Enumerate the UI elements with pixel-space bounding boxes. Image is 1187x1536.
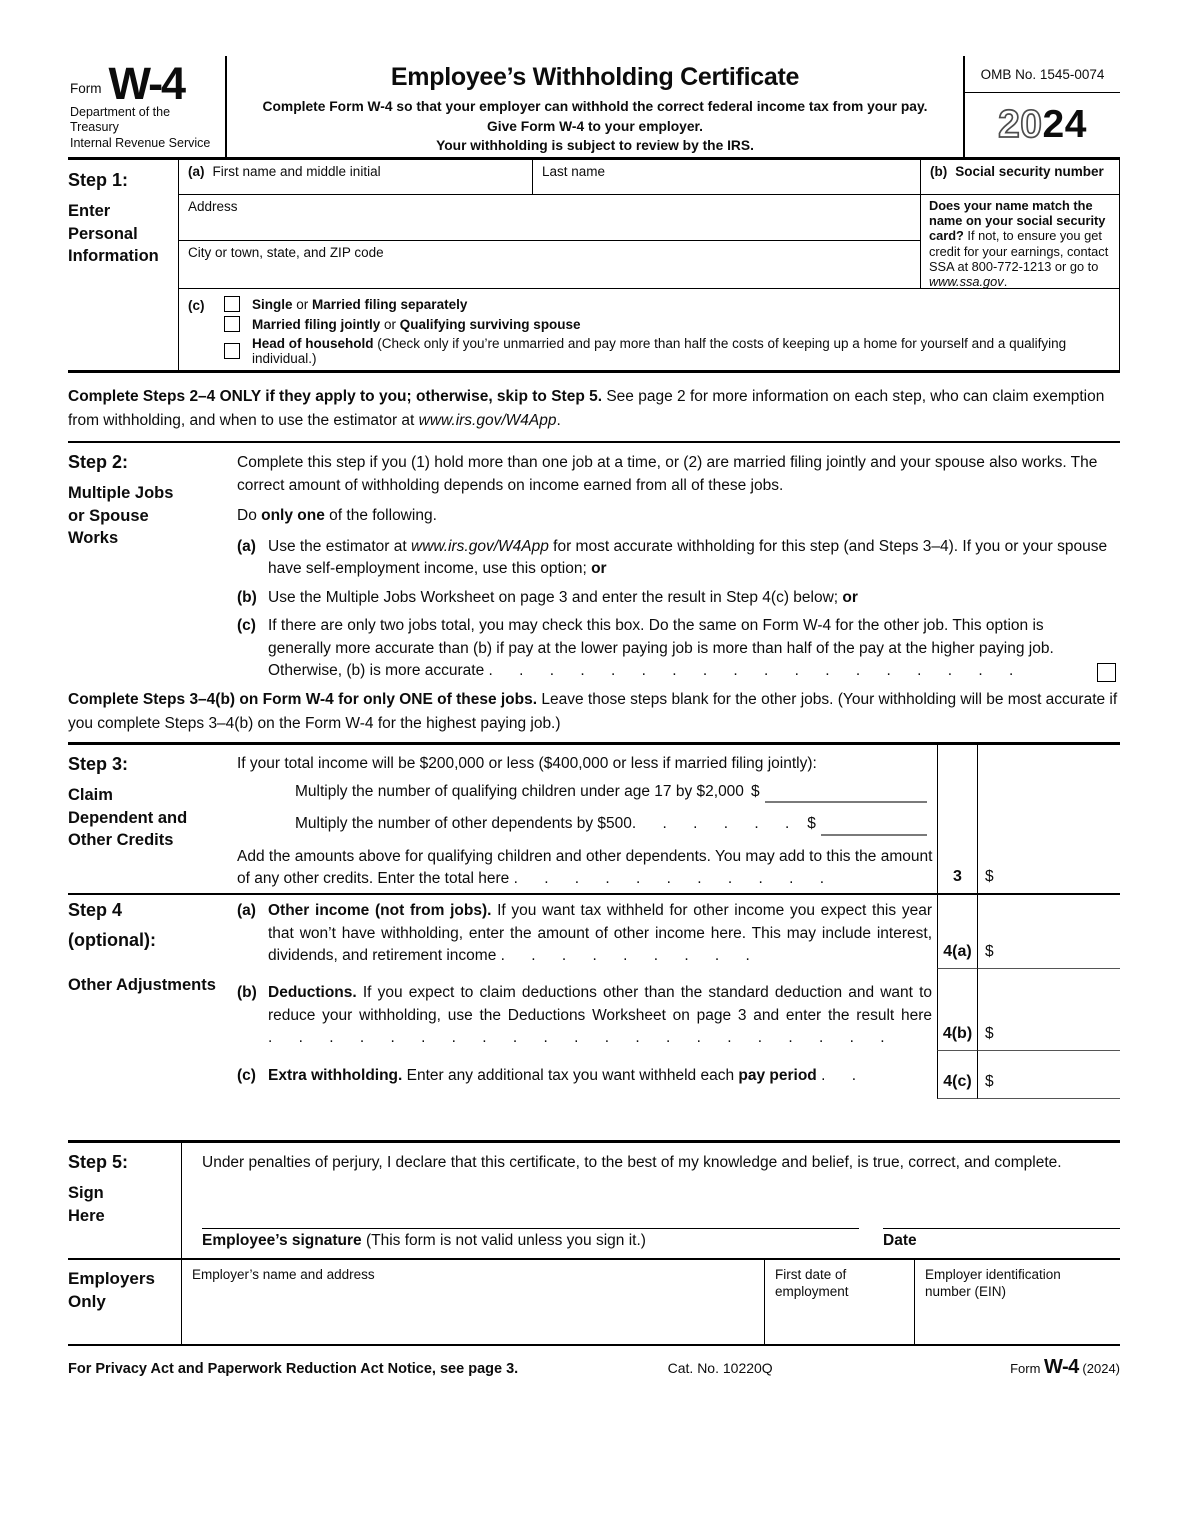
footer-form-number: W-4 [1044,1356,1079,1378]
steps-3-4b-notice: Complete Steps 3–4(b) on Form W-4 for only ONE of these jobs. Leave those steps blank for the other jobs. (Your withholding will be most accurate if you complete Steps 3–4(b) on the Form W-4 for the highest paying job.) [68,675,1120,745]
steps-2-4-notice: Complete Steps 2–4 ONLY if they apply to you; otherwise, skip to Step 5. See page 2 for more information on each step, who can claim exemption from withholding, and when to use the estimator at www.irs.gov/W4App. [68,373,1120,443]
form-number: W-4 [108,58,185,109]
step2-paragraph-2: Do only one of the following. [237,507,437,524]
single-option-label: Single or Married filing separately [252,296,468,312]
last-name-label: Last name [542,164,606,179]
form-id-block [68,56,225,157]
page-title: Employee’s Withholding Certificate [390,63,800,91]
step4-sublabel-col [68,969,237,1051]
step3-dependents-dollar-sign: $ [807,815,816,832]
footer-form-id [889,1356,1120,1379]
step4c-text: Extra withholding. Enter any additional tax you want withheld each pay period [268,1067,817,1084]
privacy-act-notice: For Privacy Act and Paperwork Reduction Act Notice, see page 3. [68,1361,519,1377]
step4b-row [68,969,1120,1051]
step1-label-col [68,160,179,370]
step2-item-b-tag: (b) [237,588,257,606]
last-name-field[interactable] [533,160,921,194]
step2-item-a-tag: (a) [237,537,256,555]
step4a-dollar-sign: $ [985,943,994,960]
tax-year [965,93,1120,157]
step3-children-row [295,781,927,804]
address-label: Address [188,199,238,214]
step4a-row [68,895,1120,969]
head-of-household-option-label: Head of household (Check only if you’re unmarried and pay more than half the costs of keeping up a home for yourself and a qualifying individual.) [252,336,1067,366]
dept-line-2: Internal Revenue Service [70,135,211,150]
step4b-dollar-sign: $ [985,1025,994,1042]
form-word: Form [70,81,102,97]
field-a-tag: (a) [188,164,205,179]
step2-item-a [237,536,1120,581]
ssa-note: Does your name match the name on your social security card? If not, to ensure you get credit for your earnings, contact SSA at 800-772-1213 or go to www.ssa.gov. [929,198,1109,290]
employers-only-label: Employers Only [68,1269,155,1311]
step5-sublabel: Sign Here [68,1184,105,1225]
step1-label: Step 1: [68,170,129,190]
dept-line-1: Department of the Treasury [70,104,171,134]
step4-sublabel: Other Adjustments [68,976,216,994]
step3-sublabel: Claim Dependent and Other Credits [68,786,188,849]
employer-name-address-field[interactable] [182,1260,765,1344]
step4-label: Step 4 [68,900,123,920]
step4b-tag: (b) [237,984,257,1001]
first-name-label: First name and middle initial [212,164,381,179]
ssn-field[interactable] [921,160,1119,194]
step4b-line-number: 4(b) [937,969,978,1051]
step4c-dots: . . [821,1067,868,1084]
step3-section [68,745,1120,895]
omb-year-block [965,56,1120,157]
form-title-block [225,56,965,157]
step2-item-c-text: If there are only two jobs total, you may check this box. Do the same on Form W-4 for the other job. This option is generally more accurate than (b) if pay at the lower paying job is more than half of the pay at the higher paying job. Otherwise, (b) is more accurate [268,617,1054,679]
step3-line-number: 3 [937,745,978,893]
step4-label-optional: (optional): [68,930,156,950]
first-date-of-employment-field[interactable] [765,1260,915,1344]
ein-field[interactable] [915,1260,1120,1344]
city-label: City or town, state, and ZIP code [188,245,384,260]
step4a-line-number: 4(a) [937,895,978,969]
footer-form-year: (2024) [1082,1361,1120,1376]
step4c-row [68,1051,1120,1099]
first-name-field[interactable] [179,160,533,194]
step3-dependents-text: Multiply the number of other dependents by $500 [295,815,632,832]
step2-item-b-text: Use the Multiple Jobs Worksheet on page 3 and enter the result in Step 4(c) below; or [268,588,858,606]
filing-status-option-single [224,296,1119,312]
step4c-dollar-sign: $ [985,1073,994,1090]
date-label: Date [883,1232,917,1249]
step4a-tag: (a) [237,902,256,919]
step1-sublabel: Enter Personal Information [68,202,159,265]
step3-children-dollar-sign: $ [750,782,760,800]
subtitle-line-2: Give Form W-4 to your employer. [487,118,703,134]
step3-total-dots: . . . . . . . . . . . [513,870,836,887]
step3-children-amount-field[interactable] [765,784,927,803]
catalog-number: Cat. No. 10220Q [667,1360,773,1376]
step3-intro: If your total income will be $200,000 or less ($400,000 or less if married filing jointly): [237,755,817,772]
step5-label-col [68,1143,182,1258]
subtitle-line-1: Complete Form W-4 so that your employer can withhold the correct federal income tax from your pay. [262,99,928,114]
step4b-text: Deductions. If you expect to claim deductions other than the standard deduction and want to reduce your withholding, use the Deductions Worksheet on page 3 and enter the result here [268,984,932,1024]
perjury-declaration: Under penalties of perjury, I declare that this certificate, to the best of my knowledge and belief, is true, correct, and complete. [202,1154,1062,1171]
step4a-dots: . . . . . . . . . [500,947,761,964]
step4c-tag: (c) [237,1067,256,1084]
step4a-text: Other income (not from jobs). If you want tax withheld for other income you expect this year that won’t have withholding, enter the amount of other income here. This may include interest, dividends, and retirement income [268,902,932,964]
omb-number: OMB No. 1545-0074 [965,56,1120,93]
single-checkbox[interactable] [224,296,240,312]
step2-item-c [237,615,1120,683]
step3-dependents-dots: . . . . . . [631,815,801,832]
address-field[interactable] [179,195,920,241]
step4-label-col [68,895,237,969]
form-footer [68,1346,1120,1379]
step3-dollar-sign: $ [985,868,994,885]
first-date-of-employment-label: First date of employment [775,1267,849,1299]
two-jobs-checkbox[interactable] [1097,663,1116,682]
step2-item-a-text: Use the estimator at www.irs.gov/W4App for most accurate withholding for this step (and Steps 3–4). If you or your spouse have self-employment income, use this option; or [268,537,1108,577]
filing-status-option-head-of-household [224,336,1119,366]
step3-total-text: Add the amounts above for qualifying children and other dependents. You may add to this the amount of any other credits. Enter the total here [237,847,933,887]
head-of-household-checkbox[interactable] [224,343,240,359]
step3-total-amount-field[interactable] [978,745,1120,893]
step3-label: Step 3: [68,754,129,774]
subtitle-line-3: Your withholding is subject to review by the IRS. [436,138,754,153]
step3-total-text-row [237,846,937,891]
step4b-amount-field[interactable] [978,969,1120,1051]
filing-status-row [179,288,1119,370]
employer-name-address-label: Employer’s name and address [192,1267,375,1282]
tax-year-outline: 20 [998,103,1043,146]
filing-status-option-married-jointly [224,316,1119,332]
signature-date-line[interactable] [883,1228,1120,1229]
ein-label: Employer identification number (EIN) [925,1267,1061,1299]
step4c-amount-field[interactable] [978,1051,1120,1099]
step5-label: Step 5: [68,1152,129,1172]
step2-item-b [237,587,1120,610]
step2-item-c-tag: (c) [237,617,256,634]
form-header [68,56,1120,160]
step4c-line-number: 4(c) [937,1051,978,1099]
step2-item-c-dots: . . . . . . . . . . . . . . . . . . [488,662,1025,679]
field-b-tag: (b) [930,164,948,179]
city-state-zip-field[interactable] [179,241,920,288]
footer-form-word: Form [1010,1361,1041,1376]
step3-label-col [68,745,237,893]
step1-section [68,160,1120,373]
employers-only-label-col [68,1260,182,1344]
step3-children-text: Multiply the number of qualifying children under age 17 by $2,000 [295,782,744,800]
employee-signature-caption: Employee’s signature (This form is not valid unless you sign it.) [202,1232,646,1249]
employee-signature-line[interactable] [202,1228,859,1229]
step5-section [68,1140,1120,1258]
step2-label: Step 2: [68,452,129,472]
ssn-label: Social security number [955,164,1104,179]
step4b-dots: . . . . . . . . . . . . . . . . . . . . . [268,1029,896,1046]
step2-sublabel: Multiple Jobs or Spouse Works [68,484,174,547]
step4a-amount-field[interactable] [978,895,1120,969]
step2-paragraph-1: Complete this step if you (1) hold more than one job at a time, or (2) are married filing jointly and your spouse also works. The correct amount of withholding depends on income earned from all of these jobs. [237,454,1098,494]
step2-label-col [68,443,237,675]
field-c-tag: (c) [188,298,205,313]
step3-dependents-row [295,813,927,836]
step2-section [68,443,1120,679]
married-jointly-option-label: Married filing jointly or Qualifying surviving spouse [252,316,581,332]
tax-year-bold: 24 [1042,103,1087,146]
married-jointly-checkbox[interactable] [224,316,240,332]
employers-only-section [68,1258,1120,1346]
step3-dependents-amount-field[interactable] [821,817,927,836]
